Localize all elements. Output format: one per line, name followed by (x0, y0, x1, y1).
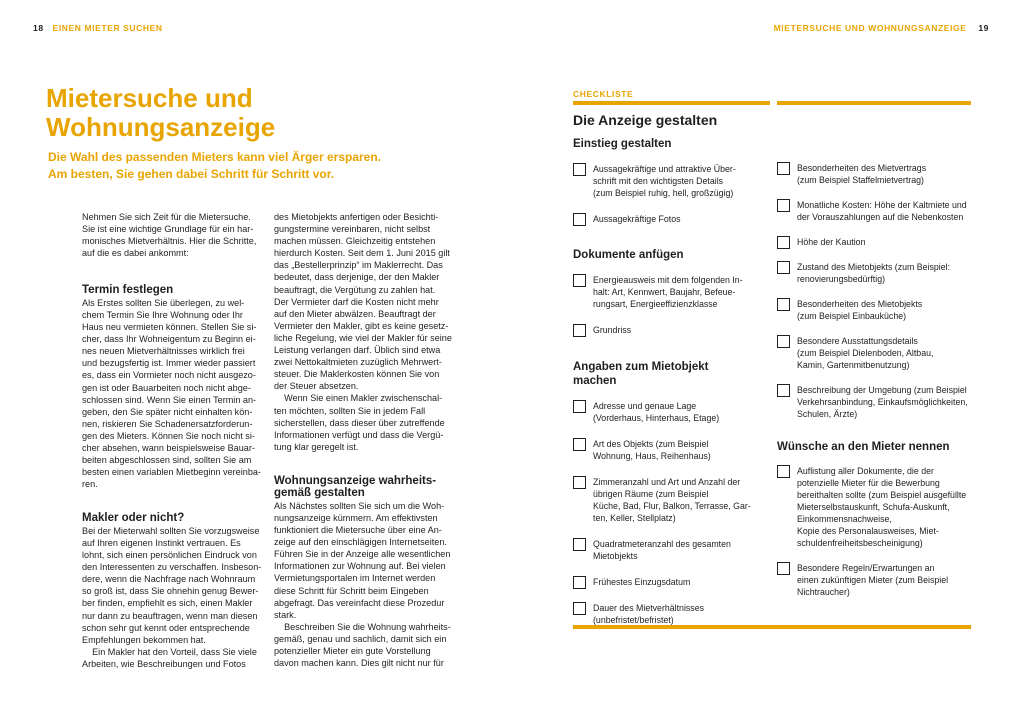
checklist-item-line: übrigen Räume (zum Beispiel (593, 489, 709, 499)
text-line: auf Ihren eigenen Instinkt vertrauen. Es (82, 537, 241, 548)
checklist-item (573, 476, 769, 524)
text-line: gen ist oder Bauarbeiten noch nicht abge- (82, 382, 251, 393)
checklist-item-line: Grundriss (593, 325, 632, 335)
text-line: stark. (274, 609, 297, 620)
checklist-item-line: Aussagekräftige und attraktive Über- (593, 164, 736, 174)
checkbox[interactable] (777, 465, 790, 478)
checkbox[interactable] (777, 199, 790, 212)
checklist-item-line: Zustand des Mietobjekts (zum Beispiel: (797, 262, 951, 272)
running-head-left (33, 23, 163, 33)
checklist-item (777, 261, 977, 285)
checklist-item-line: Verkehrsanbindung, Einkaufsmöglichkeiten, (797, 397, 968, 407)
text-line: geben, den Sie später nicht einhalten kön- (82, 406, 253, 417)
page-number: 19 (978, 23, 989, 33)
text-line: gemäß, genau und sachlich, damit sich ein (274, 633, 447, 644)
text-line: dere, wenn die Nachfrage nach Wohnraum (82, 574, 256, 585)
text-line: und bezugsfertig ist. Immer wieder passiert (82, 358, 256, 369)
checkbox[interactable] (573, 274, 586, 287)
checklist-item-line: Kopie des Personalausweises, Miet- (797, 526, 939, 536)
text-line: gen des Mieters. Können Sie noch nicht si- (82, 430, 255, 441)
text-line: schlossen sind. Wenn Sie einen Termin an- (82, 394, 257, 405)
text-line: machen müssen. Gleichzeitig entstehen (274, 236, 436, 247)
checklist-label: CHECKLISTE (573, 89, 634, 99)
text-line: schon sehr gut kennt oder entsprechende (82, 622, 250, 633)
text-line: ten möchten, sollten Sie in jedem Fall (274, 405, 426, 416)
text-line: lohnt, sich einen persönlichen Eindruck von (82, 550, 257, 561)
text-line: cher, dass Ihr Wohneigentum zu Beginn ei- (82, 334, 256, 345)
checkbox[interactable] (573, 476, 586, 489)
makler-continued-paragraph (274, 211, 460, 453)
checklist-section-heading: Einstieg gestalten (573, 138, 672, 150)
checklist-item-line: Küche, Bad, Flur, Balkon, Terrasse, Gar- (593, 501, 751, 511)
text-line: Wenn Sie einen Makler zwischenschal- (274, 393, 443, 404)
text-line: sicherstellen, dass dieser über zutreffende (274, 417, 445, 428)
checklist-item-line: schuldenfreiheitsbescheinigung) (797, 538, 923, 548)
checklist-section-heading: Wünsche an den Mieter nennen (777, 441, 950, 453)
checklist-item-line: Auflistung aller Dokumente, die der (797, 466, 934, 476)
checklist-item (777, 335, 977, 371)
checklist-item-line: Besonderheiten des Mietobjekts (797, 299, 923, 309)
text-line: Bei der Mieterwahl sollten Sie vorzugsweise (82, 525, 260, 536)
running-head-text: MIETERSUCHE UND WOHNUNGSANZEIGE (773, 23, 967, 33)
text-line: gungstermine vereinbaren, nicht selbst (274, 224, 431, 235)
checklist-item (777, 384, 977, 420)
text-line: Der Vermieter darf die Kosten nicht mehr (274, 296, 439, 307)
checkbox[interactable] (777, 261, 790, 274)
text-line: Beschreiben Sie die Wohnung wahrheits- (274, 621, 451, 632)
checklist-section-heading: machen (573, 375, 617, 387)
page-number: 18 (33, 23, 44, 33)
checklist-item (573, 438, 769, 462)
title-line: Mietersuche und (46, 83, 253, 113)
checklist-item (573, 602, 769, 626)
checklist-item-line: Dauer des Mietverhältnisses (593, 603, 704, 613)
checklist-item-line: Zimmeranzahl und Art und Anzahl der (593, 477, 741, 487)
title-line: Wohnungsanzeige (46, 112, 276, 142)
text-line: auf den Mieter abwälzen. Beauftragt der (274, 308, 436, 319)
checkbox[interactable] (573, 213, 586, 226)
checklist-item-line: bereithalten sollte (zum Beispiel ausgefüllte (797, 490, 967, 500)
text-line: nungsanzeige kümmern. Am effektivsten (274, 512, 438, 523)
checklist-column-left (573, 137, 769, 626)
checklist-item (777, 562, 977, 598)
checkbox[interactable] (573, 163, 586, 176)
checklist-item-line: Beschreibung der Umgebung (zum Beispiel (797, 385, 967, 395)
text-line: cher absehen, wann beispielsweise Bauar- (82, 443, 255, 453)
checklist-item-line: Aussagekräftige Fotos (593, 214, 681, 224)
checklist-item-line: Frühestes Einzugsdatum (593, 577, 691, 587)
checklist-item (573, 274, 769, 310)
text-column-1 (82, 211, 262, 670)
checklist-item-line: Adresse und genaue Lage (593, 401, 697, 411)
text-line: den Interessenten zu verschaffen. Insbeson- (82, 562, 262, 573)
checkbox[interactable] (777, 562, 790, 575)
checkbox[interactable] (573, 576, 586, 589)
text-line: steuer. Die Maklerkosten können Sie von (274, 369, 440, 380)
checklist-item-line: (zum Beispiel Dielenboden, Altbau, (797, 348, 934, 358)
text-line: es, dass ein Vormieter noch nicht ausgezo- (82, 370, 256, 381)
heading-wohnungsanzeige (274, 475, 460, 500)
checkbox[interactable] (573, 602, 586, 615)
checklist-item-line: Monatliche Kosten: Höhe der Kaltmiete und (797, 200, 967, 210)
text-line: Arbeiten, wie Beschreibungen und Fotos (82, 658, 246, 669)
termin-paragraph (82, 297, 262, 491)
text-line: besten einen variablen Mietbeginn vereinba- (82, 467, 261, 478)
checklist-item-line: Besondere Ausstattungsdetails (797, 336, 918, 346)
checklist-item-line: einen zukünftigen Mieter (zum Beispiel (797, 575, 949, 585)
checklist-item (573, 538, 769, 562)
checkbox[interactable] (777, 298, 790, 311)
text-line: chem Termin Sie Ihre Wohnung oder Ihr (82, 309, 243, 320)
checklist-section-heading: Angaben zum Mietobjekt (573, 361, 709, 373)
text-line: Vermietungsportalen im Internet werden (274, 573, 436, 584)
text-line: ren. (82, 479, 98, 490)
lead-line: Am besten, Sie gehen dabei Schritt für Schritt vor. (48, 167, 335, 181)
text-line: Informationen verfügt und dass die Vergü- (274, 429, 444, 440)
checklist-item-line: Besondere Regeln/Erwartungen an (797, 563, 935, 573)
checklist-item-line: (zum Beispiel Einbauküche) (797, 311, 907, 321)
checklist-item (573, 324, 769, 336)
text-line: das „Bestellerprinzip“ im Maklerrecht. Das (274, 260, 443, 271)
text-line: ber finden, empfiehlt es sich, einen Makler (82, 598, 253, 609)
heading-termin: Termin festlegen (82, 284, 174, 297)
text-line: Empfehlungen bekommen hat. (82, 634, 206, 645)
checklist-item-line: der Vorauszahlungen auf die Nebenkosten (797, 212, 964, 222)
checklist-item (777, 465, 977, 549)
text-line: liche Regelung, wie viel der Makler für seine (274, 332, 452, 343)
text-line: Führen Sie in der Anzeige alle wesentlichen (274, 549, 451, 560)
checklist-item-line: (zum Beispiel ruhig, hell, großzügig) (593, 188, 734, 198)
checklist-item-line: halt: Art, Kennwert, Baujahr, Befeue- (593, 287, 736, 297)
heading-line: Wohnungsanzeige wahrheits- (274, 474, 437, 487)
text-line: des Mietobjekts anfertigen oder Besichti- (274, 212, 439, 222)
checklist-item (573, 213, 769, 225)
text-line: abgefragt. Das vereinfacht diese Prozedur (274, 597, 445, 608)
checklist-item-line: Schulen, Ärzte) (797, 409, 858, 419)
anzeige-paragraph (274, 500, 460, 669)
checklist-bottom-rule (573, 625, 971, 629)
checklist-item-line: (Vorderhaus, Hinterhaus, Etage) (593, 413, 720, 423)
checkbox[interactable] (573, 438, 586, 451)
checklist-item (573, 163, 769, 199)
checklist-item-line: Quadratmeteranzahl des gesamten (593, 539, 731, 549)
heading-makler: Makler oder nicht? (82, 512, 185, 525)
checklist-item-line: Einkommensnachweise, (797, 514, 892, 524)
text-line: nes neuen Mietverhältnisses wirklich frei (82, 346, 245, 357)
text-line: Als Erstes sollten Sie überlegen, zu wel- (82, 297, 245, 308)
text-line: auf die es dabei ankommt: (82, 248, 189, 259)
text-line: Nehmen Sie sich Zeit für die Mietersuche. (82, 212, 251, 222)
text-line: so groß ist, dass Sie ohnehin genug Bewer- (82, 586, 259, 597)
checklist-item-line: schrift mit den wichtigsten Details (593, 176, 724, 186)
checkbox[interactable] (777, 162, 790, 175)
running-head-text: EINEN MIETER SUCHEN (52, 23, 163, 33)
checklist-item (777, 199, 977, 223)
checkbox[interactable] (573, 324, 586, 337)
checklist-item-line: Kamin, Gartenmitbenutzung) (797, 360, 910, 370)
checklist-item (777, 298, 977, 322)
checklist-item-line: Mieterselbstauskunft, Schufa-Auskunft, (797, 502, 950, 512)
text-line: monisches Mietverhältnis. Hier die Schritte, (82, 236, 257, 247)
text-line: Sie ist eine wichtige Grundlage für ein har- (82, 224, 254, 235)
checklist-item-line: Energieausweis mit dem folgenden In- (593, 275, 743, 285)
checkbox[interactable] (573, 538, 586, 551)
text-line: Als Nächstes sollten Sie sich um die Woh- (274, 500, 445, 511)
text-line: davon machen kann. Dies gilt nicht nur für (274, 658, 444, 669)
checklist-item-line: potenzielle Mieter für die Bewerbung (797, 478, 940, 488)
text-line: tung klar geregelt ist. (274, 441, 359, 452)
checklist-item (573, 400, 769, 424)
text-column-2 (274, 211, 460, 669)
checklist-item-line: renovierungsbedürftig) (797, 274, 886, 284)
text-line: funktioniert die Mietersuche über eine An- (274, 525, 442, 536)
checklist-item-line: Besonderheiten des Mietvertrags (797, 163, 927, 173)
checklist-item (777, 236, 977, 248)
text-line: Ein Makler hat den Vorteil, dass Sie viele (82, 646, 257, 657)
lead-line: Die Wahl des passenden Mieters kann viel Ärger ersparen. (48, 150, 382, 164)
checklist-top-rule (777, 101, 971, 105)
text-line: nur dann zu beauftragen, wenn man diesen (82, 610, 258, 621)
checklist-item (777, 162, 977, 186)
checklist-title: Die Anzeige gestalten (573, 112, 718, 128)
text-line: bedeutet, dass derjenige, der den Makler (274, 272, 440, 283)
checklist-item-line: Wohnung, Haus, Reihenhaus) (593, 451, 711, 461)
checklist-column-right (777, 162, 977, 598)
checklist-item-line: Nichtraucher) (797, 587, 850, 597)
checklist-item-line: (zum Beispiel Staffelmietvertrag) (797, 175, 924, 185)
right-page (510, 0, 1020, 721)
text-line: Haus neu vermieten können. Stellen Sie si- (82, 322, 257, 333)
checklist-item-line: Höhe der Kaution (797, 237, 866, 247)
text-line: hierdurch Kosten. Seit dem 1. Juni 2015 gilt (274, 248, 450, 259)
checklist-section-heading: Dokumente anfügen (573, 249, 684, 261)
text-line: diese Schritt für Schritt beim Eingeben (274, 585, 429, 596)
checklist-item-line: rungsart, Energieeffizienzklasse (593, 299, 718, 309)
heading-line: gemäß gestalten (274, 487, 365, 500)
text-line: beauftragt, die Vergütung zu zahlen hat. (274, 284, 436, 295)
checklist-item-line: Mietobjekts (593, 551, 638, 561)
running-head-right (774, 23, 989, 33)
checklist-item-line: Art des Objekts (zum Beispiel (593, 439, 709, 449)
page-title (46, 84, 275, 142)
lead-text (48, 149, 488, 183)
checkbox[interactable] (777, 335, 790, 348)
text-line: Informationen zur Wohnung auf. Bei vielen (274, 561, 446, 572)
checkbox[interactable] (777, 384, 790, 397)
text-line: Leistung verlangen darf. Üblich sind etwa (274, 345, 441, 356)
intro-paragraph (82, 211, 262, 259)
text-line: zeige auf den einschlägigen Internetseiten. (274, 537, 447, 548)
checklist-item-line: (unbefristet/befristet) (593, 615, 674, 625)
text-line: nen, riskieren Sie Schadenersatzforderun- (82, 418, 253, 429)
checklist-item (573, 576, 769, 588)
checklist-item-line: ten, Keller, Stellplatz) (593, 513, 676, 523)
checkbox[interactable] (777, 236, 790, 249)
checklist-top-rule (573, 101, 770, 105)
text-line: der Steuer absetzen. (274, 381, 359, 392)
makler-paragraph (82, 525, 262, 670)
text-line: potenzieller Mieter ein gute Vorstellung (274, 646, 431, 656)
text-line: beiten abgeschlossen sind, sollten Sie am (82, 455, 252, 466)
text-line: zwei Nettokaltmieten zuzüglich Mehrwert- (274, 357, 442, 368)
text-line: Vermieter den Makler, gibt es keine gesetz- (274, 320, 449, 331)
checkbox[interactable] (573, 400, 586, 413)
